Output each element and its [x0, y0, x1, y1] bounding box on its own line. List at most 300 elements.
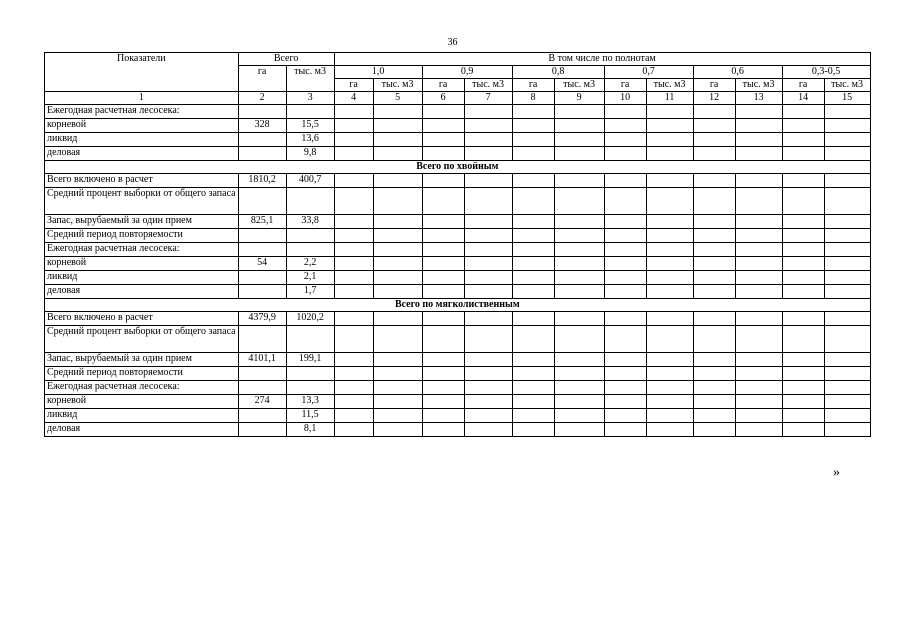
- empty-cell: [334, 312, 373, 326]
- empty-cell: [646, 119, 693, 133]
- empty-cell: [824, 174, 870, 188]
- empty-cell: [373, 188, 422, 215]
- empty-cell: [824, 367, 870, 381]
- table-row: [45, 215, 871, 229]
- empty-cell: [512, 409, 554, 423]
- empty-cell: [782, 105, 824, 119]
- empty-cell: [782, 326, 824, 353]
- empty-cell: [693, 312, 735, 326]
- total-ha-cell: [238, 147, 286, 161]
- empty-cell: [646, 285, 693, 299]
- empty-cell: [512, 119, 554, 133]
- empty-cell: [824, 105, 870, 119]
- empty-cell: [512, 105, 554, 119]
- empty-cell: [554, 174, 604, 188]
- empty-cell: [422, 271, 464, 285]
- empty-cell: [554, 409, 604, 423]
- empty-cell: [646, 147, 693, 161]
- empty-cell: [464, 215, 512, 229]
- empty-cell: [334, 243, 373, 257]
- empty-cell: [735, 395, 782, 409]
- empty-cell: [646, 367, 693, 381]
- empty-cell: [334, 326, 373, 353]
- empty-cell: [373, 326, 422, 353]
- empty-cell: [604, 174, 646, 188]
- empty-cell: [693, 119, 735, 133]
- total-ha-cell: [238, 133, 286, 147]
- empty-cell: [693, 174, 735, 188]
- section-row: [45, 161, 871, 174]
- indicators-header: Показатели: [45, 53, 239, 92]
- empty-cell: [554, 381, 604, 395]
- empty-cell: [693, 367, 735, 381]
- empty-cell: [373, 271, 422, 285]
- total-ha-cell: 825,1: [238, 215, 286, 229]
- empty-cell: [422, 381, 464, 395]
- total-volume-cell: 2,2: [286, 257, 334, 271]
- empty-cell: [334, 271, 373, 285]
- empty-cell: [824, 423, 870, 437]
- empty-cell: [782, 395, 824, 409]
- empty-cell: [554, 257, 604, 271]
- empty-cell: [554, 367, 604, 381]
- empty-cell: [646, 174, 693, 188]
- total-ha-cell: [238, 105, 286, 119]
- empty-cell: [334, 285, 373, 299]
- empty-cell: [512, 215, 554, 229]
- empty-cell: [693, 133, 735, 147]
- table-row: [45, 381, 871, 395]
- empty-cell: [782, 285, 824, 299]
- empty-cell: [554, 229, 604, 243]
- column-number: 2: [238, 92, 286, 105]
- row-label: Ежегодная расчетная лесосека:: [45, 381, 239, 395]
- empty-cell: [373, 257, 422, 271]
- empty-cell: [824, 119, 870, 133]
- empty-cell: [693, 353, 735, 367]
- empty-cell: [422, 285, 464, 299]
- empty-cell: [604, 188, 646, 215]
- empty-cell: [782, 257, 824, 271]
- empty-cell: [334, 188, 373, 215]
- empty-cell: [373, 119, 422, 133]
- total-volume-cell: 8,1: [286, 423, 334, 437]
- empty-cell: [693, 229, 735, 243]
- column-number: 1: [45, 92, 239, 105]
- empty-cell: [512, 188, 554, 215]
- unit-volume-header: тыс. м3: [554, 79, 604, 92]
- empty-cell: [646, 312, 693, 326]
- row-label: корневой: [45, 395, 239, 409]
- empty-cell: [782, 381, 824, 395]
- column-number: 4: [334, 92, 373, 105]
- empty-cell: [512, 395, 554, 409]
- empty-cell: [334, 367, 373, 381]
- empty-cell: [604, 119, 646, 133]
- total-volume-cell: 1,7: [286, 285, 334, 299]
- empty-cell: [824, 133, 870, 147]
- table-row: [45, 133, 871, 147]
- empty-cell: [646, 381, 693, 395]
- empty-cell: [422, 423, 464, 437]
- empty-cell: [512, 229, 554, 243]
- row-label: ликвид: [45, 133, 239, 147]
- empty-cell: [554, 395, 604, 409]
- empty-cell: [604, 285, 646, 299]
- empty-cell: [512, 174, 554, 188]
- table-row: [45, 105, 871, 119]
- empty-cell: [512, 353, 554, 367]
- total-ha-cell: 328: [238, 119, 286, 133]
- empty-cell: [735, 271, 782, 285]
- density-group-header: 0,3-0,5: [782, 66, 870, 79]
- empty-cell: [604, 271, 646, 285]
- table-row: [45, 367, 871, 381]
- empty-cell: [604, 395, 646, 409]
- empty-cell: [782, 215, 824, 229]
- empty-cell: [646, 353, 693, 367]
- column-number: 7: [464, 92, 512, 105]
- empty-cell: [604, 147, 646, 161]
- table-row: [45, 395, 871, 409]
- empty-cell: [782, 243, 824, 257]
- unit-ha-header: га: [604, 79, 646, 92]
- empty-cell: [604, 133, 646, 147]
- column-number: 6: [422, 92, 464, 105]
- row-label: Запас, вырубаемый за один прием: [45, 353, 239, 367]
- empty-cell: [373, 353, 422, 367]
- column-number: 14: [782, 92, 824, 105]
- empty-cell: [422, 229, 464, 243]
- empty-cell: [512, 312, 554, 326]
- empty-cell: [512, 147, 554, 161]
- empty-cell: [334, 381, 373, 395]
- table-row: [45, 312, 871, 326]
- row-label: ликвид: [45, 271, 239, 285]
- total-ha-cell: [238, 423, 286, 437]
- empty-cell: [334, 353, 373, 367]
- empty-cell: [735, 105, 782, 119]
- closing-quote: »: [833, 465, 840, 480]
- empty-cell: [512, 243, 554, 257]
- empty-cell: [735, 119, 782, 133]
- table-row: [45, 423, 871, 437]
- empty-cell: [782, 229, 824, 243]
- empty-cell: [824, 215, 870, 229]
- unit-ha-header: га: [512, 79, 554, 92]
- empty-cell: [422, 257, 464, 271]
- empty-cell: [735, 423, 782, 437]
- empty-cell: [604, 215, 646, 229]
- empty-cell: [693, 326, 735, 353]
- empty-cell: [422, 105, 464, 119]
- total-ha-cell: 274: [238, 395, 286, 409]
- empty-cell: [512, 133, 554, 147]
- row-label: Ежегодная расчетная лесосека:: [45, 243, 239, 257]
- empty-cell: [646, 133, 693, 147]
- empty-cell: [334, 119, 373, 133]
- empty-cell: [464, 243, 512, 257]
- total-ha-cell: 4101,1: [238, 353, 286, 367]
- empty-cell: [693, 188, 735, 215]
- empty-cell: [824, 326, 870, 353]
- total-volume-cell: 1020,2: [286, 312, 334, 326]
- empty-cell: [464, 105, 512, 119]
- total-volume-cell: 13,6: [286, 133, 334, 147]
- empty-cell: [735, 215, 782, 229]
- empty-cell: [604, 257, 646, 271]
- empty-cell: [554, 271, 604, 285]
- empty-cell: [464, 326, 512, 353]
- empty-cell: [373, 367, 422, 381]
- column-number: 12: [693, 92, 735, 105]
- total-volume-cell: 400,7: [286, 174, 334, 188]
- empty-cell: [693, 243, 735, 257]
- empty-cell: [824, 381, 870, 395]
- empty-cell: [604, 423, 646, 437]
- empty-cell: [824, 271, 870, 285]
- empty-cell: [646, 243, 693, 257]
- empty-cell: [422, 312, 464, 326]
- empty-cell: [422, 395, 464, 409]
- empty-cell: [422, 353, 464, 367]
- unit-volume-header: тыс. м3: [464, 79, 512, 92]
- empty-cell: [646, 229, 693, 243]
- empty-cell: [373, 285, 422, 299]
- table-row: [45, 147, 871, 161]
- empty-cell: [422, 188, 464, 215]
- empty-cell: [782, 423, 824, 437]
- empty-cell: [824, 257, 870, 271]
- total-ha-cell: [238, 229, 286, 243]
- empty-cell: [464, 147, 512, 161]
- empty-cell: [735, 285, 782, 299]
- total-ha-cell: [238, 285, 286, 299]
- row-label: Запас, вырубаемый за один прием: [45, 215, 239, 229]
- total-volume-cell: 33,8: [286, 215, 334, 229]
- empty-cell: [512, 367, 554, 381]
- row-label: Средний период повторяемости: [45, 367, 239, 381]
- empty-cell: [604, 312, 646, 326]
- empty-cell: [554, 119, 604, 133]
- column-number: 11: [646, 92, 693, 105]
- empty-cell: [646, 423, 693, 437]
- empty-cell: [824, 147, 870, 161]
- row-label: Средний процент выборки от общего запаса: [45, 326, 239, 353]
- total-ha-cell: 54: [238, 257, 286, 271]
- empty-cell: [824, 409, 870, 423]
- empty-cell: [646, 326, 693, 353]
- empty-cell: [334, 215, 373, 229]
- empty-cell: [824, 229, 870, 243]
- empty-cell: [735, 381, 782, 395]
- empty-cell: [782, 353, 824, 367]
- row-label: Средний период повторяемости: [45, 229, 239, 243]
- unit-volume-header: тыс. м3: [824, 79, 870, 92]
- column-number: 15: [824, 92, 870, 105]
- empty-cell: [422, 367, 464, 381]
- unit-ha-header: га: [693, 79, 735, 92]
- table-row: [45, 271, 871, 285]
- total-ha-cell: [238, 367, 286, 381]
- empty-cell: [422, 243, 464, 257]
- column-number: 13: [735, 92, 782, 105]
- empty-cell: [554, 353, 604, 367]
- empty-cell: [464, 174, 512, 188]
- empty-cell: [693, 271, 735, 285]
- empty-cell: [693, 285, 735, 299]
- unit-ha-header: га: [334, 79, 373, 92]
- empty-cell: [735, 353, 782, 367]
- column-number: 5: [373, 92, 422, 105]
- empty-cell: [735, 174, 782, 188]
- empty-cell: [512, 285, 554, 299]
- empty-cell: [646, 257, 693, 271]
- empty-cell: [604, 353, 646, 367]
- empty-cell: [735, 229, 782, 243]
- empty-cell: [824, 188, 870, 215]
- total-volume-cell: [286, 326, 334, 353]
- total-volume-cell: [286, 367, 334, 381]
- total-volume-cell: [286, 188, 334, 215]
- empty-cell: [824, 243, 870, 257]
- empty-cell: [554, 326, 604, 353]
- total-ha-cell: [238, 271, 286, 285]
- total-volume-cell: [286, 105, 334, 119]
- empty-cell: [422, 133, 464, 147]
- empty-cell: [464, 285, 512, 299]
- empty-cell: [554, 243, 604, 257]
- row-label: корневой: [45, 257, 239, 271]
- empty-cell: [464, 271, 512, 285]
- empty-cell: [334, 174, 373, 188]
- empty-cell: [824, 395, 870, 409]
- empty-cell: [735, 312, 782, 326]
- total-ha-header: га: [238, 66, 286, 92]
- row-label: Средний процент выборки от общего запаса: [45, 188, 239, 215]
- empty-cell: [464, 119, 512, 133]
- empty-cell: [824, 312, 870, 326]
- empty-cell: [334, 423, 373, 437]
- empty-cell: [464, 229, 512, 243]
- empty-cell: [693, 147, 735, 161]
- empty-cell: [782, 133, 824, 147]
- empty-cell: [782, 312, 824, 326]
- empty-cell: [422, 215, 464, 229]
- empty-cell: [422, 119, 464, 133]
- empty-cell: [554, 188, 604, 215]
- empty-cell: [693, 423, 735, 437]
- unit-ha-header: га: [422, 79, 464, 92]
- unit-ha-header: га: [782, 79, 824, 92]
- total-volume-header: тыс. м3: [286, 66, 334, 92]
- empty-cell: [512, 326, 554, 353]
- empty-cell: [334, 257, 373, 271]
- total-ha-cell: [238, 188, 286, 215]
- empty-cell: [646, 409, 693, 423]
- empty-cell: [464, 312, 512, 326]
- density-group-header: 0,6: [693, 66, 782, 79]
- table-row: [45, 119, 871, 133]
- empty-cell: [693, 105, 735, 119]
- unit-volume-header: тыс. м3: [646, 79, 693, 92]
- empty-cell: [646, 395, 693, 409]
- empty-cell: [693, 409, 735, 423]
- total-volume-cell: 15,5: [286, 119, 334, 133]
- empty-cell: [554, 133, 604, 147]
- empty-cell: [554, 215, 604, 229]
- empty-cell: [604, 326, 646, 353]
- empty-cell: [735, 367, 782, 381]
- total-ha-cell: [238, 243, 286, 257]
- table-row: [45, 257, 871, 271]
- row-label: деловая: [45, 147, 239, 161]
- table-row: [45, 326, 871, 353]
- total-ha-cell: 4379,9: [238, 312, 286, 326]
- empty-cell: [334, 105, 373, 119]
- total-volume-cell: 11,5: [286, 409, 334, 423]
- total-volume-cell: 199,1: [286, 353, 334, 367]
- empty-cell: [782, 367, 824, 381]
- empty-cell: [373, 215, 422, 229]
- empty-cell: [373, 133, 422, 147]
- total-volume-cell: 13,3: [286, 395, 334, 409]
- table-row: [45, 353, 871, 367]
- empty-cell: [735, 147, 782, 161]
- empty-cell: [735, 257, 782, 271]
- empty-cell: [422, 326, 464, 353]
- total-volume-cell: [286, 243, 334, 257]
- total-header: Всего: [238, 53, 334, 66]
- empty-cell: [693, 395, 735, 409]
- column-number: 10: [604, 92, 646, 105]
- empty-cell: [422, 147, 464, 161]
- empty-cell: [512, 271, 554, 285]
- unit-volume-header: тыс. м3: [735, 79, 782, 92]
- table-row: [45, 243, 871, 257]
- empty-cell: [604, 229, 646, 243]
- empty-cell: [735, 243, 782, 257]
- empty-cell: [604, 105, 646, 119]
- empty-cell: [464, 133, 512, 147]
- empty-cell: [464, 381, 512, 395]
- total-ha-cell: [238, 409, 286, 423]
- empty-cell: [554, 423, 604, 437]
- empty-cell: [464, 423, 512, 437]
- section-title: Всего по хвойным: [45, 161, 871, 174]
- empty-cell: [334, 395, 373, 409]
- density-group-header: 0,9: [422, 66, 512, 79]
- empty-cell: [646, 188, 693, 215]
- empty-cell: [512, 381, 554, 395]
- empty-cell: [782, 147, 824, 161]
- total-volume-cell: 2,1: [286, 271, 334, 285]
- empty-cell: [373, 423, 422, 437]
- empty-cell: [554, 147, 604, 161]
- forest-stock-table: [44, 52, 871, 437]
- empty-cell: [554, 105, 604, 119]
- section-title: Всего по мягколиственным: [45, 299, 871, 312]
- row-label: Всего включено в расчет: [45, 174, 239, 188]
- empty-cell: [373, 312, 422, 326]
- empty-cell: [373, 243, 422, 257]
- empty-cell: [512, 257, 554, 271]
- total-volume-cell: [286, 229, 334, 243]
- empty-cell: [693, 257, 735, 271]
- density-group-header: 0,7: [604, 66, 693, 79]
- empty-cell: [373, 381, 422, 395]
- empty-cell: [824, 353, 870, 367]
